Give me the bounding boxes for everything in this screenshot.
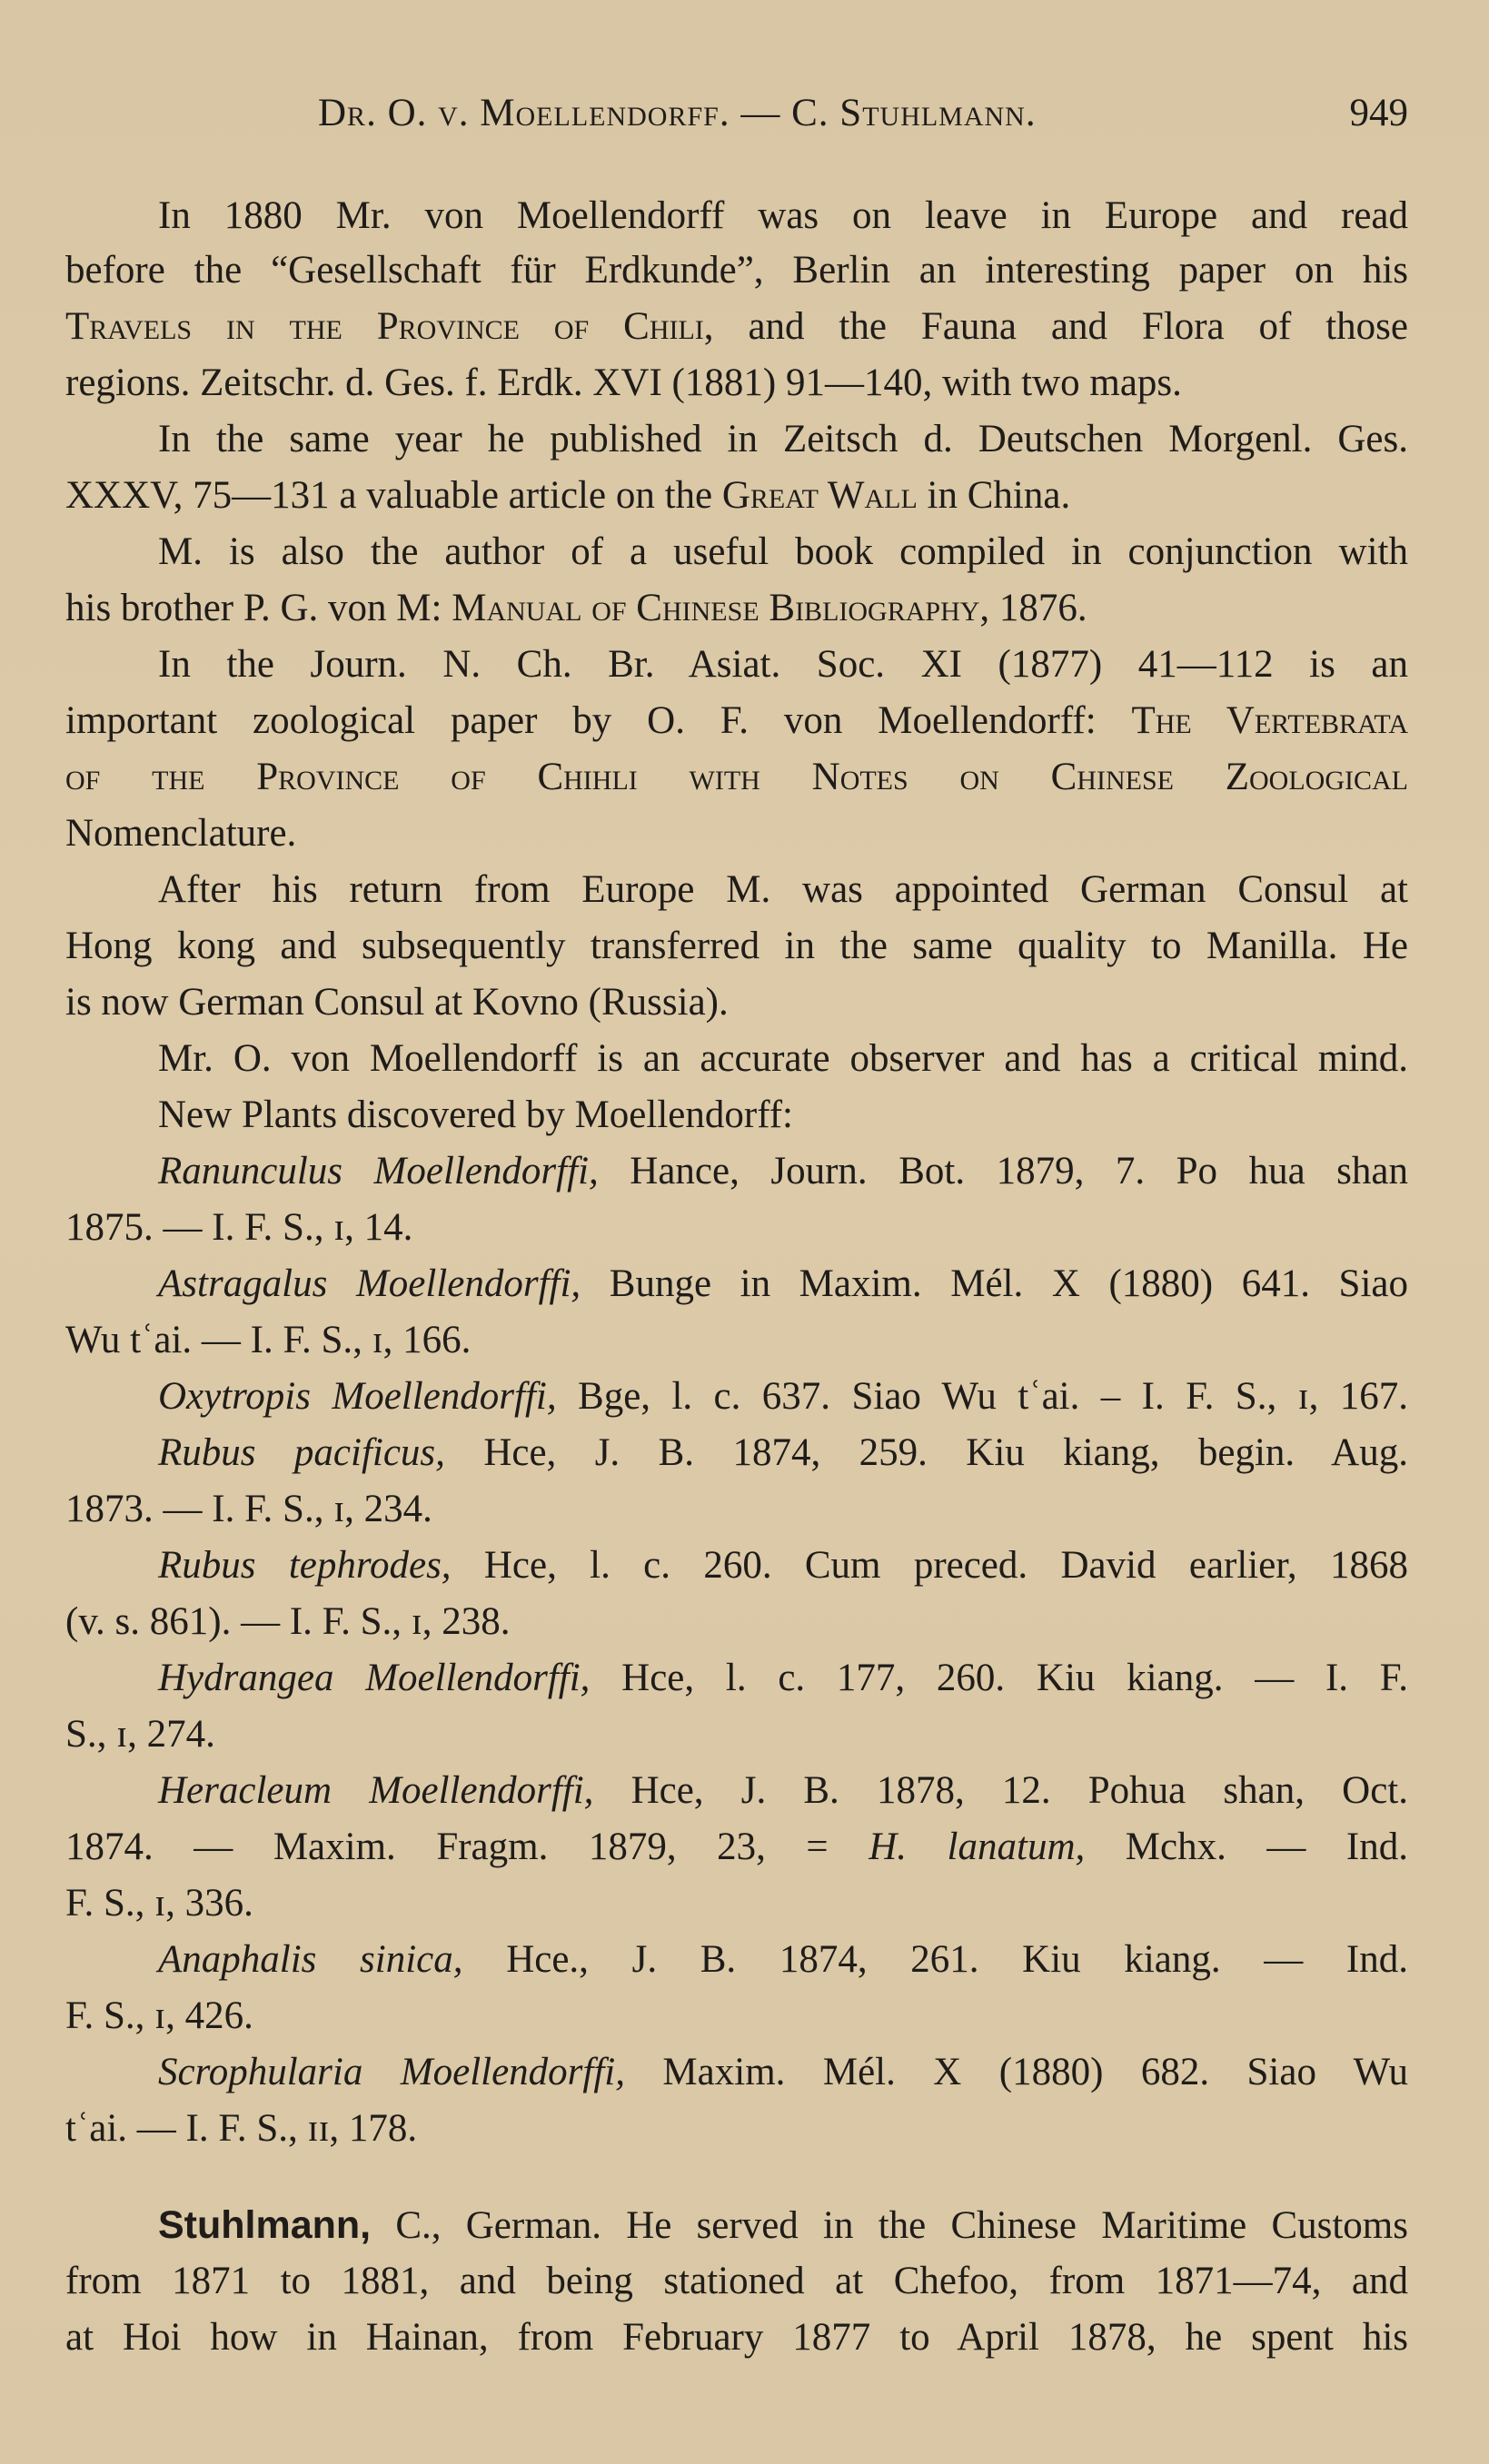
- text-segment: and the Fauna and Flora of those: [713, 305, 1408, 348]
- text-line: [65, 2102, 1408, 2156]
- text-line: [158, 189, 1408, 243]
- text-segment: Mchx. — Ind.: [1085, 1826, 1409, 1868]
- text-line: [65, 1820, 1408, 1875]
- text-segment: Bunge in Maxim. Mél. X (1880) 641. Siao: [581, 1262, 1408, 1305]
- text-segment: H. lanatum,: [869, 1826, 1086, 1868]
- text-segment: M. is also the author of a useful book compiled in conjunction with: [158, 530, 1408, 573]
- text-segment: his brother P. G. von M:: [65, 587, 452, 629]
- text-segment: Mr. O. von Moellendorff is an accurate observer and has a critical mind.: [158, 1037, 1408, 1080]
- text-segment: of the Province of Chihli with Notes on Chinese Zoological: [65, 756, 1408, 798]
- text-segment: Hce, l. c. 260. Cum preced. David earlier, 1868: [451, 1544, 1408, 1587]
- text-segment: Scrophularia Moellendorffi,: [158, 2051, 625, 2093]
- text-segment: Anaphalis sinica,: [158, 1938, 463, 1981]
- text-line: [158, 1257, 1408, 1311]
- running-header: [65, 91, 1408, 145]
- text-segment: S., ɪ, 274.: [65, 1713, 215, 1756]
- text-segment: Astragalus Moellendorffi,: [158, 1262, 581, 1305]
- text-segment: tʿai. — I. F. S., ɪɪ, 178.: [65, 2107, 418, 2150]
- text-line: [65, 1989, 1408, 2043]
- text-segment: Manual of Chinese Bibliography,: [452, 587, 990, 629]
- text-line: [158, 638, 1408, 692]
- text-line: [158, 863, 1408, 917]
- text-segment: Hce, l. c. 177, 260. Kiu kiang. — I. F.: [590, 1657, 1408, 1699]
- text-segment: After his return from Europe M. was appointed German Consul at: [158, 868, 1408, 911]
- text-segment: Travels in the Province of Chili,: [65, 305, 714, 348]
- text-segment: Ranunculus Moellendorffi,: [158, 1150, 599, 1192]
- text-line: [158, 1933, 1408, 1987]
- text-segment: XXXV, 75—131 a valuable article on the: [65, 474, 722, 517]
- text-segment: C., German. He served in the Chinese Maritime Customs: [371, 2204, 1408, 2247]
- text-line: [65, 1482, 1408, 1537]
- text-segment: Nomenclature.: [65, 812, 297, 855]
- text-line: [158, 412, 1408, 467]
- text-segment: Bge, l. c. 637. Siao Wu tʿai. – I. F. S., ɪ, 167.: [556, 1375, 1408, 1418]
- text-segment: 1875. — I. F. S., ɪ, 14.: [65, 1206, 413, 1249]
- text-segment: Maxim. Mél. X (1880) 682. Siao Wu: [625, 2051, 1408, 2093]
- text-segment: Wu tʿai. — I. F. S., ɪ, 166.: [65, 1319, 472, 1361]
- text-line: [158, 1370, 1408, 1424]
- text-segment: Hce, J. B. 1874, 259. Kiu kiang, begin. Aug.: [444, 1431, 1408, 1474]
- text-line: [158, 1088, 1408, 1143]
- text-line: [158, 1764, 1408, 1818]
- text-line: [65, 2254, 1408, 2309]
- text-line: [65, 1707, 1408, 1762]
- page-number: 949: [1349, 92, 1408, 134]
- running-title: Dr. O. v. Moellendorff. — C. Stuhlmann.: [318, 92, 1037, 134]
- text-line: [65, 750, 1408, 805]
- text-segment: (v. s. 861). — I. F. S., ɪ, 238.: [65, 1600, 511, 1643]
- text-segment: Hce, J. B. 1878, 12. Pohua shan, Oct.: [593, 1769, 1408, 1812]
- text-line: [65, 1595, 1408, 1649]
- text-segment: Hydrangea Moellendorffi,: [158, 1657, 591, 1699]
- text-line: [65, 806, 1408, 861]
- text-line: [158, 1032, 1408, 1086]
- text-segment: Hong kong and subsequently transferred in the same quality to Manilla. He: [65, 925, 1408, 967]
- text-segment: 1876.: [989, 587, 1087, 629]
- text-line: [65, 2311, 1408, 2365]
- text-line: [65, 1313, 1408, 1368]
- text-line: [65, 356, 1408, 411]
- text-segment: Oxytropis Moellendorffi,: [158, 1375, 557, 1418]
- text-line: [65, 919, 1408, 974]
- text-segment: in China.: [917, 474, 1071, 517]
- text-line: [65, 1201, 1408, 1255]
- text-line: [158, 2198, 1408, 2252]
- text-segment: In the same year he published in Zeitsch d. Deutschen Morgenl. Ges.: [158, 418, 1408, 460]
- text-segment: important zoological paper by O. F. von Moellendorff:: [65, 699, 1132, 742]
- text-line: [65, 975, 1408, 1030]
- text-segment: Stuhlmann,: [158, 2203, 372, 2247]
- text-line: [65, 694, 1408, 748]
- text-line: [65, 243, 1408, 298]
- text-line: [158, 1144, 1408, 1199]
- text-segment: Hance, Journ. Bot. 1879, 7. Po hua shan: [598, 1150, 1408, 1192]
- text-segment: F. S., ɪ, 336.: [65, 1882, 253, 1925]
- text-line: [158, 525, 1408, 579]
- text-segment: New Plants discovered by Moellendorff:: [158, 1093, 794, 1136]
- text-segment: Great Wall: [721, 474, 918, 517]
- text-line: [65, 469, 1408, 523]
- text-segment: The Vertebrata: [1131, 699, 1408, 742]
- text-segment: In the Journ. N. Ch. Br. Asiat. Soc. XI (1877) 41—112 is an: [158, 643, 1408, 686]
- text-line: [65, 1876, 1408, 1931]
- text-segment: Rubus pacificus,: [158, 1431, 445, 1474]
- text-line: [158, 1426, 1408, 1480]
- text-line: [65, 581, 1408, 636]
- text-segment: regions. Zeitschr. d. Ges. f. Erdk. XVI (1881) 91—140, with two maps.: [65, 361, 1182, 404]
- text-line: [158, 1651, 1408, 1706]
- text-segment: Heracleum Moellendorffi,: [158, 1769, 594, 1812]
- text-segment: Hce., J. B. 1874, 261. Kiu kiang. — Ind.: [462, 1938, 1408, 1981]
- text-segment: from 1871 to 1881, and being stationed at Chefoo, from 1871—74, and: [65, 2260, 1408, 2302]
- text-segment: is now German Consul at Kovno (Russia).: [65, 981, 729, 1024]
- text-segment: at Hoi how in Hainan, from February 1877 to April 1878, he spent his: [65, 2316, 1408, 2359]
- text-segment: 1873. — I. F. S., ɪ, 234.: [65, 1488, 432, 1530]
- text-line: [158, 1539, 1408, 1593]
- text-segment: Rubus tephrodes,: [158, 1544, 452, 1587]
- text-segment: In 1880 Mr. von Moellendorff was on leave in Europe and read: [158, 194, 1408, 237]
- text-segment: before the “Gesellschaft für Erdkunde”, Berlin an interesting paper on his: [65, 249, 1408, 292]
- text-line: [158, 2045, 1408, 2100]
- text-segment: 1874. — Maxim. Fragm. 1879, 23, =: [65, 1826, 869, 1868]
- text-segment: F. S., ɪ, 426.: [65, 1994, 253, 2037]
- text-line: [65, 300, 1408, 354]
